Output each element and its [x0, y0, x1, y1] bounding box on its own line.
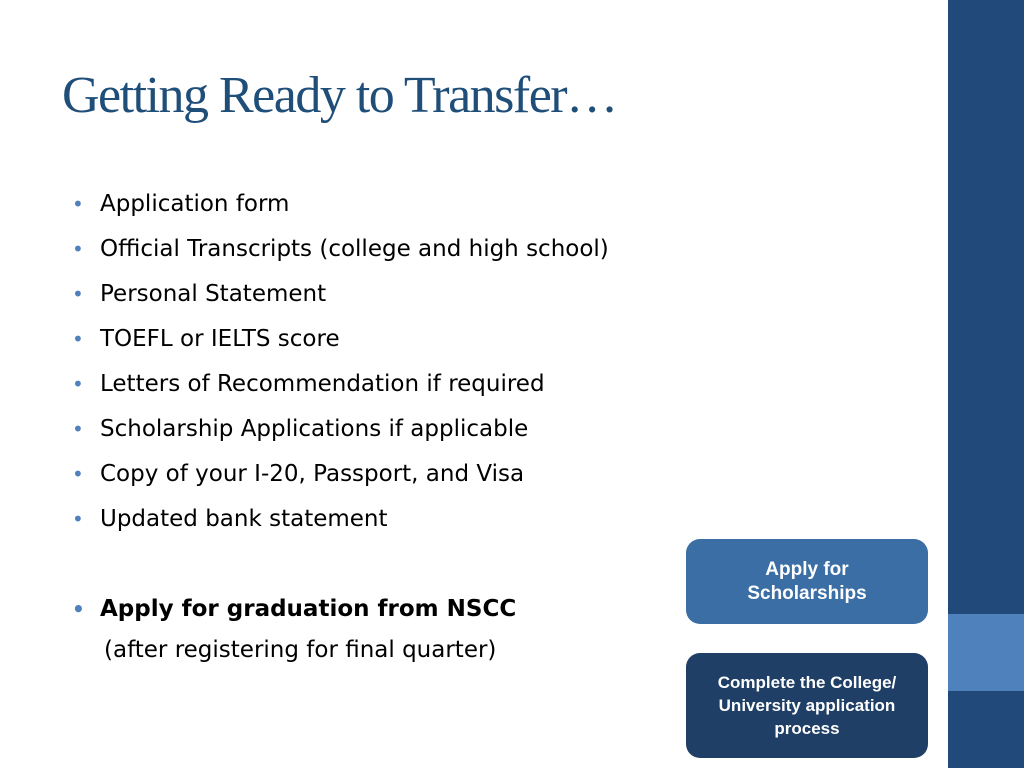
bullet-icon: •	[72, 372, 84, 396]
list-item-text: Updated bank statement	[100, 506, 388, 532]
list-item	[72, 320, 609, 365]
requirements-list	[72, 185, 609, 635]
list-spacer	[72, 545, 609, 590]
bullet-icon: •	[72, 282, 84, 306]
list-item	[72, 500, 609, 545]
graduation-note: (after registering for final quarter)	[104, 637, 497, 663]
list-item	[72, 365, 609, 410]
graduation-item	[72, 590, 609, 635]
list-item	[72, 185, 609, 230]
list-item	[72, 230, 609, 275]
list-item-text: Official Transcripts (college and high school)	[100, 236, 609, 262]
bullet-icon: •	[72, 507, 84, 531]
list-item-text: Copy of your I-20, Passport, and Visa	[100, 461, 525, 487]
list-item-text: Application form	[100, 191, 290, 217]
list-item-text: Letters of Recommendation if required	[100, 371, 545, 397]
list-item	[72, 275, 609, 320]
list-item	[72, 455, 609, 500]
list-item-text: Personal Statement	[100, 281, 327, 307]
list-item	[72, 410, 609, 455]
bullet-icon: •	[72, 327, 84, 351]
apply-scholarships-button[interactable]: Apply for Scholarships	[686, 539, 928, 624]
bullet-icon: •	[72, 192, 84, 216]
bullet-icon: •	[72, 462, 84, 486]
bullet-icon: •	[72, 597, 85, 621]
bullet-icon: •	[72, 417, 84, 441]
slide-title: Getting Ready to Transfer…	[62, 67, 617, 124]
graduation-item-text: Apply for graduation from NSCC	[100, 596, 517, 622]
list-item-text: Scholarship Applications if applicable	[100, 416, 529, 442]
bullet-icon: •	[72, 237, 84, 261]
complete-application-button[interactable]: Complete the College/ University application process	[686, 653, 928, 758]
list-item-text: TOEFL or IELTS score	[100, 326, 340, 352]
sidebar-accent-block	[948, 614, 1024, 691]
